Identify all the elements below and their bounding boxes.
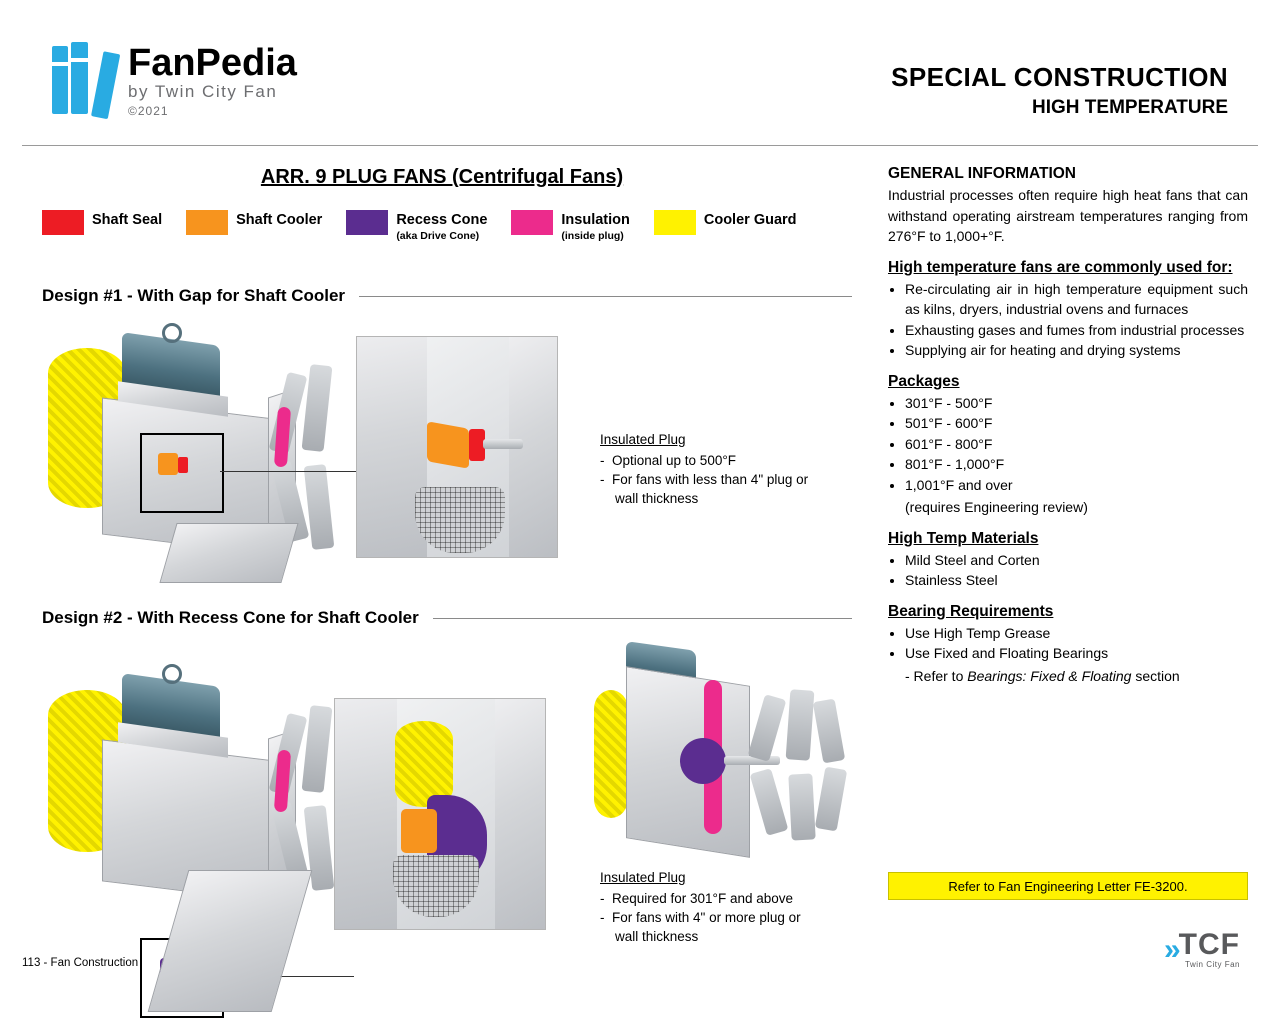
list-item: • Use High Temp Grease <box>905 623 1248 644</box>
materials-heading: High Temp Materials <box>888 529 1039 547</box>
list-item: • 1,001°F and over <box>905 475 1248 496</box>
color-legend <box>42 210 862 242</box>
list-item: • 801°F - 1,000°F <box>905 454 1248 475</box>
legend-swatch-cooler-guard <box>654 210 696 235</box>
design1-detail-figure <box>356 336 558 558</box>
design1-zoom-box <box>140 433 224 513</box>
bearing-subnote-reference: Bearings: Fixed & Floating <box>967 667 1132 684</box>
materials-list <box>888 550 1248 591</box>
motor-lifting-eye <box>162 664 182 684</box>
page-header <box>0 0 1280 145</box>
uses-heading: High temperature fans are commonly used for: <box>888 258 1233 276</box>
chevron-icon: » <box>1163 933 1175 966</box>
legend-item <box>42 210 162 235</box>
reference-note-box <box>888 872 1248 900</box>
design2-callout-line: - Required for 301°F and above <box>600 891 794 906</box>
design2-callout-line: wall thickness <box>600 929 699 944</box>
fan-support-shape <box>148 870 313 1012</box>
bearing-list <box>888 623 1248 664</box>
logo-copyright: ©2021 <box>128 104 169 118</box>
design2-fan-illustration <box>40 658 350 928</box>
list-item: • Mild Steel and Corten <box>905 550 1248 571</box>
fan-support-shape <box>159 523 298 583</box>
cooler-guard-shape <box>594 690 628 818</box>
design2-callout <box>600 868 860 946</box>
list-item: • Stainless Steel <box>905 570 1248 591</box>
design1-callout-title: Insulated Plug <box>600 432 686 447</box>
shaft-cooler-detail <box>401 809 437 853</box>
tcf-logo <box>1163 928 1240 969</box>
list-item: • Exhausting gases and fumes from industrial processes <box>905 320 1248 341</box>
design1-callout-line: - For fans with less than 4" plug or <box>600 472 809 487</box>
legend-swatch-shaft-seal <box>42 210 84 235</box>
logo-subtitle: by Twin City Fan <box>128 82 278 101</box>
design1-fan-illustration <box>40 323 350 583</box>
general-information-heading: GENERAL INFORMATION <box>888 165 1077 182</box>
tcf-brand: TCF <box>1178 928 1240 961</box>
detail-wall <box>334 698 397 930</box>
bearing-heading: Bearing Requirements <box>888 602 1054 620</box>
legend-item <box>511 210 629 242</box>
design1-rule <box>359 296 852 297</box>
fan-wheel-exploded <box>752 690 848 840</box>
reference-note-text: Refer to Fan Engineering Letter FE-3200. <box>948 878 1188 894</box>
right-column <box>888 165 1248 698</box>
page-subtitle: HIGH TEMPERATURE <box>1032 97 1228 118</box>
recess-cone-part <box>680 738 726 784</box>
legend-item <box>346 210 487 242</box>
legend-swatch-shaft-cooler <box>186 210 228 235</box>
packages-subnote: (requires Engineering review) <box>905 499 1088 515</box>
page-title: SPECIAL CONSTRUCTION <box>891 62 1228 92</box>
list-item: • Re-circulating air in high temperature equipment such as kilns, dryers, industrial ovens and furnaces <box>905 279 1248 320</box>
bearing-subnote <box>888 666 1248 687</box>
books-icon <box>52 42 114 114</box>
legend-swatch-insulation <box>511 210 553 235</box>
fanpedia-logo <box>52 42 297 118</box>
section-title: ARR. 9 PLUG FANS (Centrifugal Fans) <box>260 166 624 188</box>
detail-shaft <box>483 439 523 449</box>
design2-exploded-illustration <box>584 646 854 896</box>
design2-heading-row <box>42 608 852 628</box>
header-divider <box>22 145 1258 146</box>
design2-callout-line: - For fans with 4" or more plug or <box>600 910 801 925</box>
design2-rule <box>433 618 852 619</box>
motor-lifting-eye <box>162 323 182 343</box>
legend-swatch-recess-cone <box>346 210 388 235</box>
legend-note: (inside plug) <box>561 230 624 242</box>
list-item: • 301°F - 500°F <box>905 393 1248 414</box>
legend-label: Cooler Guard <box>703 212 797 228</box>
legend-label: Shaft Seal <box>92 212 163 228</box>
list-item: • 501°F - 600°F <box>905 413 1248 434</box>
left-column <box>22 158 862 958</box>
design2-callout-title: Insulated Plug <box>600 870 686 885</box>
design2-heading: Design #2 - With Recess Cone for Shaft Cooler <box>42 608 419 627</box>
design1-heading: Design #1 - With Gap for Shaft Cooler <box>42 286 346 305</box>
design1-callout-line: wall thickness <box>600 491 699 506</box>
legend-label: Shaft Cooler <box>236 212 323 228</box>
header-titles <box>891 62 1228 119</box>
detail-wall-right <box>495 698 546 930</box>
legend-label: Insulation <box>561 212 630 228</box>
legend-label: Recess Cone <box>396 212 488 228</box>
tcf-brand-sub: Twin City Fan <box>1185 960 1240 969</box>
legend-note: (aka Drive Cone) <box>396 230 480 242</box>
uses-list <box>888 279 1248 361</box>
design1-callout-line: - Optional up to 500°F <box>600 453 736 468</box>
legend-item <box>186 210 322 235</box>
list-item: • Use Fixed and Floating Bearings <box>905 643 1248 664</box>
packages-heading: Packages <box>888 372 960 390</box>
packages-list <box>888 393 1248 496</box>
design2-detail-figure <box>334 698 546 930</box>
design1-zoom-leader <box>220 471 376 472</box>
list-item: • 601°F - 800°F <box>905 434 1248 455</box>
design1-callout <box>600 430 850 508</box>
bearing-subnote-pre: - Refer to <box>905 667 968 684</box>
general-information-text: Industrial processes often require high heat fans that can withstand operating airstream temperatures ranging from 276°F to 1,000+°F. <box>888 187 1248 244</box>
legend-item <box>654 210 797 235</box>
bearing-subnote-post: section <box>1131 667 1180 684</box>
logo-title: FanPedia <box>128 42 297 84</box>
footer-page-label: 113 - Fan Construction <box>22 957 139 969</box>
shaft-cooler-detail <box>427 421 469 468</box>
list-item: • Supplying air for heating and drying systems <box>905 340 1248 361</box>
design1-heading-row <box>42 286 852 306</box>
